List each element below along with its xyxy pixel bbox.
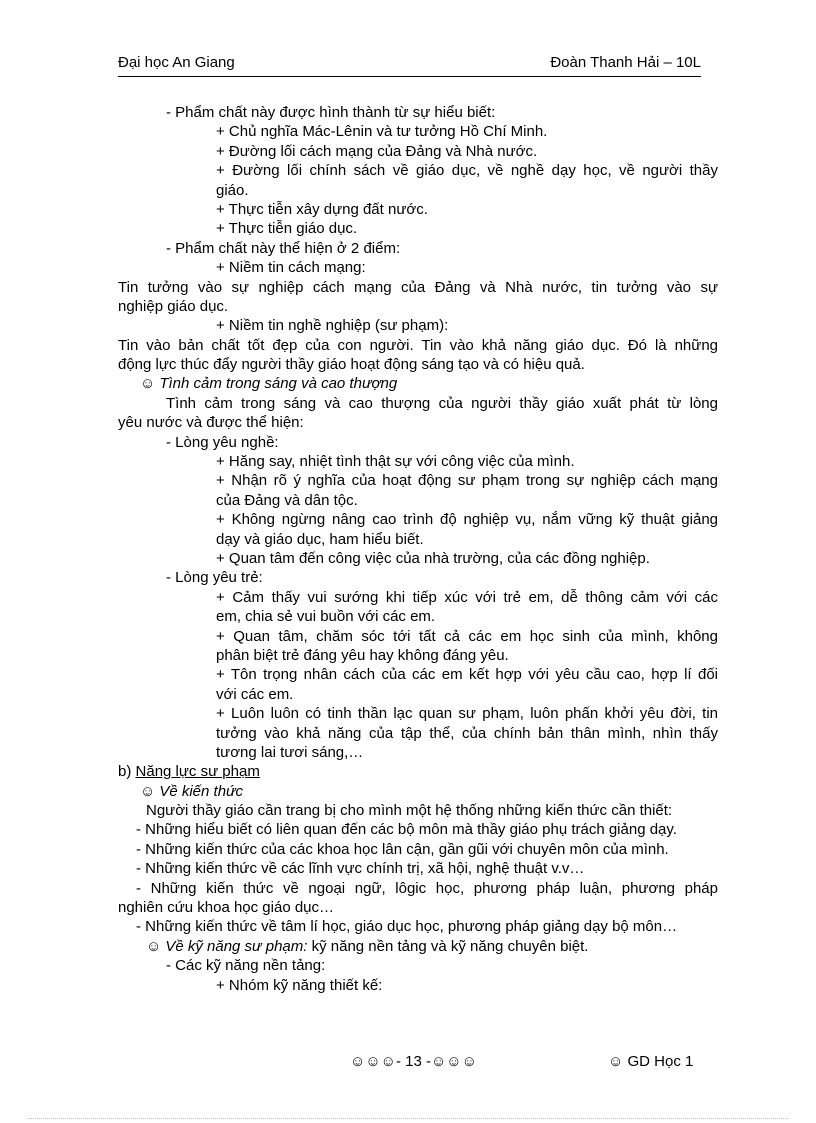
smiley-icon: ☺ (140, 782, 156, 800)
page-header (118, 54, 701, 77)
text-line: + Quan tâm đến công việc của nhà trường, của các đồng nghiệp. (216, 549, 650, 567)
text-line: + Niềm tin cách mạng: (216, 259, 366, 277)
text-line: với các em. (216, 685, 294, 703)
text-line: Người thầy giáo cần trang bị cho mình một hệ thống những kiến thức cần thiết: (146, 802, 673, 820)
text-line: + Đường lối cách mạng của Đảng và Nhà nước. (216, 142, 538, 160)
text-line: - Những kiến thức của các khoa học lân cận, gần gũi với chuyên môn của mình. (136, 840, 669, 858)
section-number: b) (118, 763, 136, 781)
text-line: + Quan tâm, chăm sóc tới tất cả các em học sinh của mình, không (216, 627, 718, 645)
text-line: tương lai tươi sáng,… (216, 743, 364, 761)
text-line: yêu nước và được thể hiện: (118, 414, 304, 432)
smiley-icon: ☺ (140, 375, 156, 393)
section-title: Năng lực sư phạm (135, 763, 260, 781)
heading-text: Về kiến thức (159, 782, 244, 800)
text-line: + Nhận rõ ý nghĩa của hoạt động sư phạm trong sự nghiệp cách mạng (216, 472, 718, 490)
text-line: dạy và giáo dục, ham hiểu biết. (216, 530, 424, 548)
text-line: Tin vào bản chất tốt đẹp của con người. Tin vào khả năng giáo dục. Đó là những (118, 336, 718, 354)
subsection-heading (118, 937, 718, 956)
text-line: + Thực tiễn xây dựng đất nước. (216, 200, 428, 218)
text-line: - Những kiến thức về các lĩnh vực chính trị, xã hội, nghệ thuật v.v… (136, 860, 585, 878)
text-line: tưởng vào khả năng của tập thể, của chính bản thân mình, nhìn thấy (216, 724, 718, 742)
text-line: - Các kỹ năng nền tảng: (166, 957, 326, 975)
section-heading (118, 374, 718, 393)
text-line: giáo. (216, 181, 249, 199)
text-line: + Luôn luôn có tinh thần lạc quan sư phạm, luôn phấn khởi yêu đời, tin (216, 705, 718, 723)
page-bottom-divider (28, 1118, 788, 1119)
text-line: - Những kiến thức về tâm lí học, giáo dục học, phương pháp giảng dạy bộ môn… (136, 918, 678, 936)
heading-text: Tình cảm trong sáng và cao thượng (159, 375, 398, 393)
text-line: + Nhóm kỹ năng thiết kế: (216, 976, 383, 994)
text-line: - Lòng yêu nghề: (166, 433, 279, 451)
text-line: - Phẩm chất này được hình thành từ sự hiểu biết: (166, 104, 496, 121)
text-line: + Hăng say, nhiệt tình thật sự với công việc của mình. (216, 453, 575, 471)
section-b-heading (118, 762, 718, 781)
heading-continuation: kỹ năng nền tảng và kỹ năng chuyên biệt. (307, 937, 589, 955)
text-line: + Niềm tin nghề nghiệp (sư phạm): (216, 317, 449, 335)
header-author: Đoàn Thanh Hải – 10L (550, 54, 701, 71)
text-line: em, chia sẻ vui buồn với các em. (216, 608, 436, 626)
text-line: Tin tưởng vào sự nghiệp cách mạng của Đảng và Nhà nước, tin tưởng vào sự (118, 278, 718, 296)
text-line: + Cảm thấy vui sướng khi tiếp xúc với trẻ em, dễ thông cảm với các (216, 588, 718, 606)
text-line: Tình cảm trong sáng và cao thượng của người thầy giáo xuất phát từ lòng (166, 394, 718, 412)
text-line: động lực thúc đẩy người thầy giáo hoạt động sáng tạo và có hiệu quả. (118, 356, 585, 374)
text-line: nghiên cứu khoa học giáo dục… (118, 899, 335, 917)
text-line: phân biệt trẻ đáng yêu hay không đáng yêu. (216, 646, 509, 664)
text-line: - Phẩm chất này thể hiện ở 2 điểm: (166, 239, 401, 257)
header-institution: Đại học An Giang (118, 54, 235, 71)
text-line: nghiệp giáo dục. (118, 297, 229, 315)
text-line: + Thực tiễn giáo dục. (216, 220, 358, 238)
document-body (118, 103, 718, 995)
course-label: ☺ GD Học 1 (608, 1053, 694, 1070)
text-line: + Không ngừng nâng cao trình độ nghiệp vụ, nắm vững kỹ thuật giảng (216, 511, 718, 529)
text-line: - Những hiểu biết có liên quan đến các bộ môn mà thầy giáo phụ trách giảng dạy. (136, 821, 677, 839)
text-line: + Đường lối chính sách về giáo dục, về nghề dạy học, về người thầy (216, 162, 718, 180)
text-line: của Đảng và dân tộc. (216, 491, 358, 509)
text-line: + Tôn trọng nhân cách của các em kết hợp với yêu cầu cao, hợp lí đối (216, 666, 718, 684)
page-number: ☺☺☺- 13 -☺☺☺ (350, 1053, 477, 1070)
subsection-heading (118, 782, 718, 801)
text-line: - Lòng yêu trẻ: (166, 569, 263, 587)
smiley-icon: ☺ (146, 937, 162, 955)
text-line: + Chủ nghĩa Mác-Lênin và tư tưởng Hồ Chí Minh. (216, 123, 548, 141)
text-line: - Những kiến thức về ngoại ngữ, lôgic học, phương pháp luận, phương pháp (136, 879, 718, 897)
heading-text: Về kỹ năng sư phạm: (165, 937, 308, 955)
